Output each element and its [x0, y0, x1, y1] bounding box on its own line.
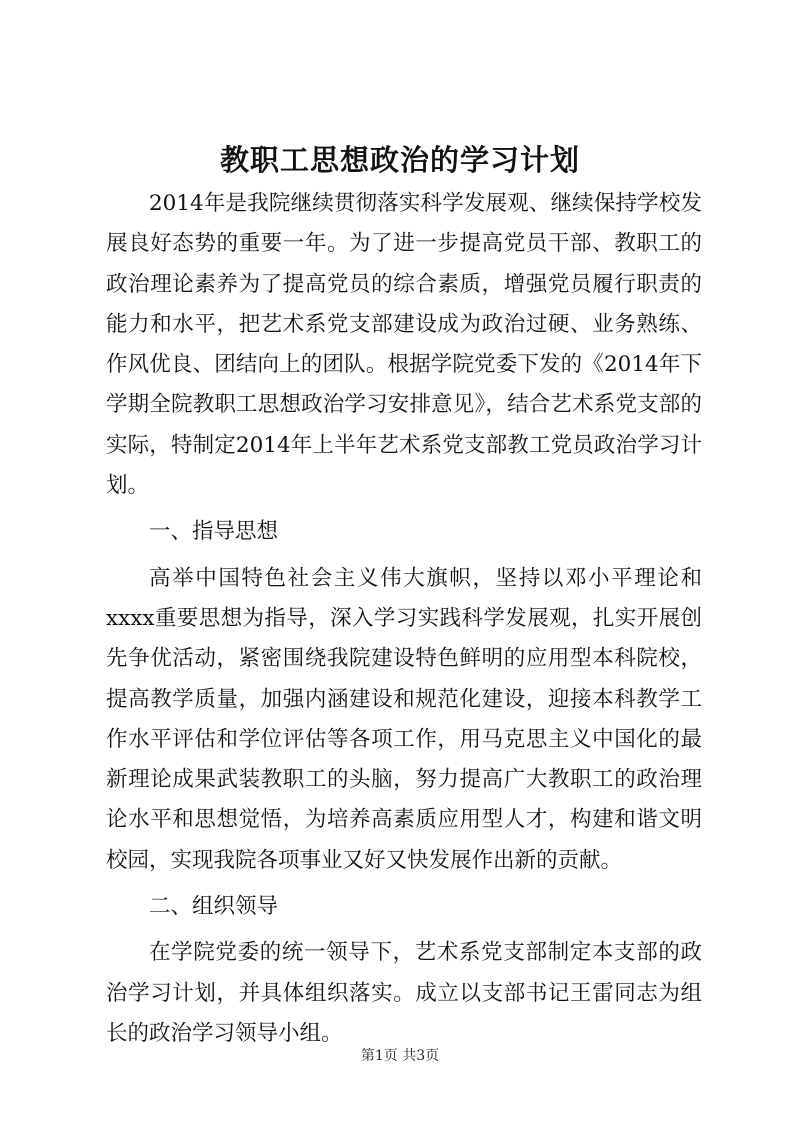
- document-title: 教职工思想政治的学习计划: [219, 143, 580, 177]
- page-number-footer: 第1页 共3页: [360, 1048, 440, 1064]
- document-body: [106, 184, 702, 1060]
- intro-paragraph: 2014年是我院继续贯彻落实科学发展观、继续保持学校发展良好态势的重要一年。为了进一步提高党员干部、教职工的政治理论素养为了提高党员的综合素质，增强党员履行职责的能力和水平，把艺术系党支部建设成为政治过硬、业务熟练、作风优良、团结向上的团队。根据学院党委下发的《2014年下学期全院教职工思想政治学习安排意见》，结合艺术系党支部的实际，特制定2014年上半年艺术系党支部教工党员政治学习计划。: [106, 191, 702, 499]
- organization-paragraph: 在学院党委的统一领导下，艺术系党支部制定本支部的政治学习计划，并具体组织落实。成立以支部书记王雷同志为组长的政治学习领导小组。: [106, 940, 702, 1046]
- guiding-ideology-paragraph: 高举中国特色社会主义伟大旗帜，坚持以邓小平理论和xxxx重要思想为指导，深入学习实践科学发展观，扎实开展创先争优活动，紧密围绕我院建设特色鲜明的应用型本科院校，提高教学质量，加强内涵建设和规范化建设，迎接本科教学工作水平评估和学位评估等各项工作，用马克思主义中国化的最新理论成果武装教职工的头脑，努力提高广大教职工的政治理论水平和思想觉悟，为培养高素质应用型人才，构建和谐文明校园，实现我院各项事业又好又快发展作出新的贡献。: [106, 565, 702, 873]
- section-heading-guiding-ideology: 一、指导思想: [149, 519, 279, 545]
- section-heading-organization: 二、组织领导: [149, 894, 279, 920]
